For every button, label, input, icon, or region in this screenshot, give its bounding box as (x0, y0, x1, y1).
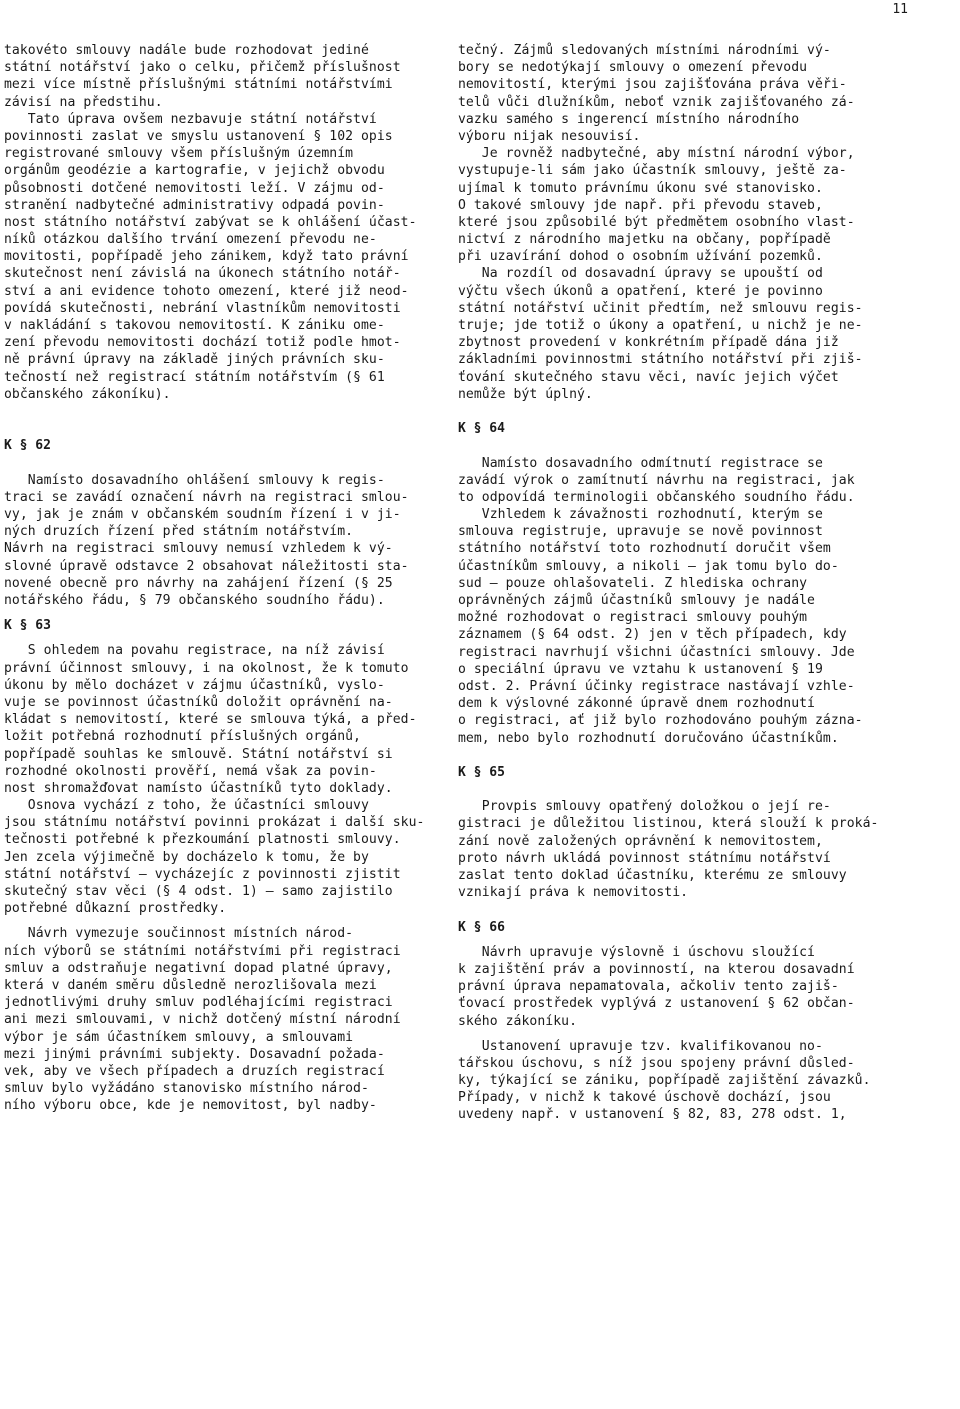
text-line: takovéto smlouvy nadále bude rozhodovat jediné (4, 43, 369, 58)
text-line: notářského řádu, § 79 občanského soudního řádu). (4, 593, 385, 608)
paragraph (458, 506, 898, 747)
text-line: závisí na předstihu. (4, 94, 163, 110)
text-line: v nakládání s takovou nemovitostí. K zániku ome- (4, 318, 385, 333)
text-line: potřebné důkazní prostředky. (4, 901, 227, 917)
text-line: která v daném směru důsledně nerozlišovala mezi (4, 977, 377, 993)
text-line: ťovací prostředek vyplývá z ustanovení § 62 občan- (458, 996, 855, 1012)
text-line: vystupuje-li sám jako účastník smlouvy, ještě za- (458, 163, 847, 179)
text-line: účastníkům smlouvy, a nikoli — jak tomu bylo do- (458, 558, 839, 574)
text-line: Návrh upravuje výslovně i úschovu sloužící (458, 944, 815, 960)
text-line: proto návrh ukládá povinnost státnímu notářství (458, 850, 831, 866)
text-line: občanského zákoníku). (4, 386, 171, 402)
spacer (458, 1030, 898, 1038)
spacer (4, 634, 444, 642)
text-line: níků otázkou dalšího trvání omezení převodu ne- (4, 232, 377, 248)
text-line: Vzhledem k závažnosti rozhodnutí, kterým se (458, 507, 823, 523)
spacer (4, 455, 444, 472)
text-line: Namísto dosavadního odmítnutí registrace se (458, 455, 823, 471)
text-line: popřípadě souhlas ke smlouvě. Státní notářství si (4, 746, 393, 762)
spacer (458, 936, 898, 944)
text-line: ložit potřebná rozhodnutí příslušných orgánů, (4, 729, 361, 745)
text-line: základními povinnostmi státního notářství při zjiš- (458, 352, 863, 368)
text-line: výčtu všech úkonů a opatření, které je povinno (458, 283, 823, 299)
paragraph (4, 797, 444, 917)
text-line: zání nově založených oprávnění k nemovitostem, (458, 833, 823, 849)
text-line: ani mezi smlouvami, v nichž dotčený místní národní (4, 1012, 401, 1028)
section-heading-64: K § 64 (458, 421, 505, 437)
text-line: státní notářství učinit předtím, než smlouvu regis- (458, 300, 863, 316)
text-line: tečnosti potřebné k přezkoumání platnosti smlouvy. (4, 832, 401, 848)
spacer (458, 403, 898, 420)
text-line: smluv bylo vyžádáno stanovisko místního národ- (4, 1081, 369, 1097)
text-line: vek, aby ve všech případech a druzích registrací (4, 1063, 385, 1079)
text-line: Osnova vychází z toho, že účastníci smlouvy (4, 798, 369, 814)
text-line: registraci navrhují všichni účastníci smlouvy. Jde (458, 644, 855, 660)
text-line: ského zákoníku. (458, 1013, 577, 1029)
section-heading-62: K § 62 (4, 438, 51, 454)
text-line: tečností než registrací státním notářstvím (§ 61 (4, 369, 385, 385)
paragraph (458, 145, 898, 265)
text-line: stranění nadbytečné administrativy odpadá povin- (4, 197, 385, 213)
text-line: ných druzích řízení před státním notářstvím. (4, 524, 354, 540)
text-line: ujímal k tomuto právnímu úkonu své stanovisko. (458, 180, 823, 196)
text-line: vuje se povinnost účastníků doložit oprávnění na- (4, 694, 393, 710)
text-line: skutečnost není závislá na úkonech státního notář- (4, 266, 401, 282)
text-line: k zajištění práv a povinností, na kterou dosavadní (458, 961, 855, 977)
spacer (458, 781, 898, 798)
spacer (4, 609, 444, 617)
text-line: traci se zavádí označení návrh na registraci smlou- (4, 489, 409, 505)
spacer (458, 901, 898, 918)
text-line: právní úprava nepamatovala, ačkoliv tento zajiš- (458, 979, 839, 995)
paragraph (4, 472, 444, 610)
text-line: působnosti dotčené nemovitosti leží. V zájmu od- (4, 180, 385, 196)
text-line: státní notářství — vycházejíc z povinnosti zjistit (4, 866, 401, 882)
text-line: Tato úprava ovšem nezbavuje státní notářství (4, 111, 377, 127)
text-line: tářskou úschovu, s níž jsou spojeny právní důsled- (458, 1055, 855, 1071)
spacer (4, 403, 444, 420)
text-line: státní notářství jako o celku, přičemž příslušnost (4, 60, 401, 76)
text-line: odst. 2. Právní účinky registrace nastávají vzhle- (458, 678, 855, 694)
text-line: Návrh vymezuje součinnost místních národ- (4, 926, 354, 942)
paragraph (4, 42, 444, 111)
text-line: mem, nebo bylo rozhodnutí doručováno účastníkům. (458, 730, 839, 746)
text-line: vy, jak je znám v občanském soudním řízení i v ji- (4, 507, 401, 523)
right-column (458, 42, 898, 1124)
text-line: uvedeny např. v ustanovení § 82, 83, 278 odst. 1, (458, 1107, 847, 1123)
text-line: bory se nedotýkají smlouvy o omezení převodu (458, 60, 808, 76)
paragraph (458, 455, 898, 507)
paragraph (4, 111, 444, 403)
text-line: truje; jde totiž o úkony a opatření, u nichž je ne- (458, 318, 863, 333)
text-line: slovné úpravě odstavce 2 obsahovat náležitosti sta- (4, 558, 409, 574)
paragraph (458, 944, 898, 1030)
paragraph (458, 265, 898, 403)
text-line: záznamem (§ 64 odst. 2) jen v těch případech, kdy (458, 627, 847, 643)
text-line: Případy, v nichž k takové úschově dochází, jsou (458, 1090, 831, 1106)
text-line: vazku samého s ingerencí místního národního (458, 111, 800, 127)
text-line: o registraci, ať již bylo rozhodováno pouhým zázna- (458, 713, 863, 729)
text-line: povinnosti zaslat ve smyslu ustanovení § 102 opis (4, 128, 393, 144)
text-line: Jen zcela výjimečně by docházelo k tomu, že by (4, 849, 369, 865)
text-line: gistraci je důležitou listinou, která slouží k proká- (458, 816, 879, 832)
text-line: o speciální úpravu ve vztahu k ustanovení § 19 (458, 661, 823, 677)
text-line: výbor je sám účastníkem smlouvy, a smlouvami (4, 1029, 354, 1045)
text-line: sud — pouze ohlašovateli. Z hlediska ochrany (458, 575, 808, 591)
text-line: vznikají práva k nemovitosti. (458, 885, 689, 901)
text-line: ních výborů se státními notářstvími při registraci (4, 943, 401, 959)
text-line: Na rozdíl od dosavadní úpravy se upouští od (458, 266, 823, 282)
text-line: při uzavírání dohod o osobním užívání pozemků. (458, 249, 823, 265)
section-heading-66: K § 66 (458, 919, 505, 935)
spacer (4, 917, 444, 925)
text-line: smlouva registruje, upravuje se nově povinnost (458, 524, 823, 540)
text-line: ně právní úpravy na základě jiných právních sku- (4, 352, 385, 368)
text-line: smluv a odstraňuje negativní dopad platné úpravy, (4, 960, 393, 976)
section-heading-63: K § 63 (4, 618, 51, 634)
text-line: zavádí výrok o zamítnutí návrhu na registraci, jak (458, 472, 855, 488)
text-line: úkonu by mělo docházet v zájmu účastníků, vyslo- (4, 677, 385, 693)
text-line: tečný. Zájmů sledovaných místními národními vý- (458, 43, 831, 58)
text-line: ství a ani evidence tohoto omezení, které již neod- (4, 283, 409, 299)
text-line: které jsou způsobilé být předmětem osobního vlast- (458, 214, 855, 230)
text-line: možné rozhodovat o registraci smlouvy pouhým (458, 610, 808, 626)
paragraph (458, 1038, 898, 1124)
text-line: výboru nijak nesouvisí. (458, 128, 641, 144)
text-line: telů vůči dlužníkům, neboť vznik zajišťovaného zá- (458, 94, 855, 110)
spacer (4, 420, 444, 437)
text-line: zbytnost provedení v konkrétním případě dána již (458, 335, 839, 351)
text-line: registrované smlouvy všem příslušným územním (4, 146, 354, 162)
text-line: kládat s nemovitostí, které se smlouva týká, a před- (4, 712, 417, 728)
text-line: nost státního notářství zabývat se k ohlášení účast- (4, 214, 417, 230)
text-line: dem k výslovné zákonné úpravě dnem rozhodnutí (458, 696, 815, 712)
text-line: mezi více místně příslušnými státními notářstvími (4, 77, 393, 93)
text-line: ťování skutečného stavu věci, navíc jejich výčet (458, 369, 839, 385)
text-line: oprávněných zájmů účastníků smlouvy je nadále (458, 593, 815, 608)
left-column (4, 42, 444, 1114)
text-line: nemůže být úplný. (458, 386, 593, 402)
text-line: orgánům geodézie a kartografie, v jejichž obvodu (4, 163, 385, 179)
text-line: zení převodu nemovitosti dochází totiž podle hmot- (4, 335, 401, 351)
text-line: O takové smlouvy jde např. při převodu staveb, (458, 197, 823, 213)
text-line: zaslat tento doklad účastníku, kterému ze smlouvy (458, 868, 847, 883)
spacer (458, 747, 898, 764)
text-line: Provpis smlouvy opatřený doložkou o její re- (458, 799, 831, 815)
paragraph (4, 642, 444, 797)
paragraph (4, 925, 444, 1114)
page-number: 11 (892, 2, 908, 17)
text-line: nost shromažďovat namísto účastníků tyto doklady. (4, 780, 393, 796)
text-line: povídá skutečnosti, nebrání vlastníkům nemovitosti (4, 300, 401, 316)
text-line: S ohledem na povahu registrace, na níž závisí (4, 643, 385, 659)
section-heading-65: K § 65 (458, 764, 505, 780)
text-line: skutečný stav věci (§ 4 odst. 1) — samo zajistilo (4, 884, 393, 899)
text-line: nictví z národního majetku na občany, popřípadě (458, 232, 831, 248)
text-line: rozhodné okolnosti prověří, nemá však za povin- (4, 763, 377, 779)
text-line: Návrh na registraci smlouvy nemusí vzhledem k vý- (4, 541, 393, 557)
text-line: Namísto dosavadního ohlášení smlouvy k regis- (4, 472, 385, 488)
spacer (458, 437, 898, 454)
text-line: novené obecně pro návrhy na zahájení řízení (§ 25 (4, 575, 393, 591)
paragraph (458, 42, 898, 145)
text-line: movitosti, popřípadě jeho zánikem, když tato právní (4, 249, 409, 265)
text-line: mezi jinými právními subjekty. Dosavadní požada- (4, 1046, 385, 1062)
text-line: právní účinnost smlouvy, i na okolnost, že k tomuto (4, 660, 409, 676)
text-line: jsou státnímu notářství povinni prokázat i další sku- (4, 815, 425, 831)
text-line: státního notářství toto rozhodnutí doručit všem (458, 541, 831, 557)
text-line: to odpovídá terminologii občanského soudního řádu. (458, 489, 855, 505)
text-line: jednotlivými druhy smluv podléhajícími registraci (4, 995, 393, 1011)
text-line: Ustanovení upravuje tzv. kvalifikovanou no- (458, 1038, 823, 1054)
text-line: ky, týkající se zániku, popřípadě zajištění závazků. (458, 1073, 871, 1089)
text-line: ního výboru obce, kde je nemovitost, byl nadby- (4, 1098, 377, 1114)
paragraph (458, 798, 898, 901)
text-line: nemovitostí, kterými jsou zajišťována práva věři- (458, 77, 847, 93)
text-line: Je rovněž nadbytečné, aby místní národní výbor, (458, 146, 855, 162)
